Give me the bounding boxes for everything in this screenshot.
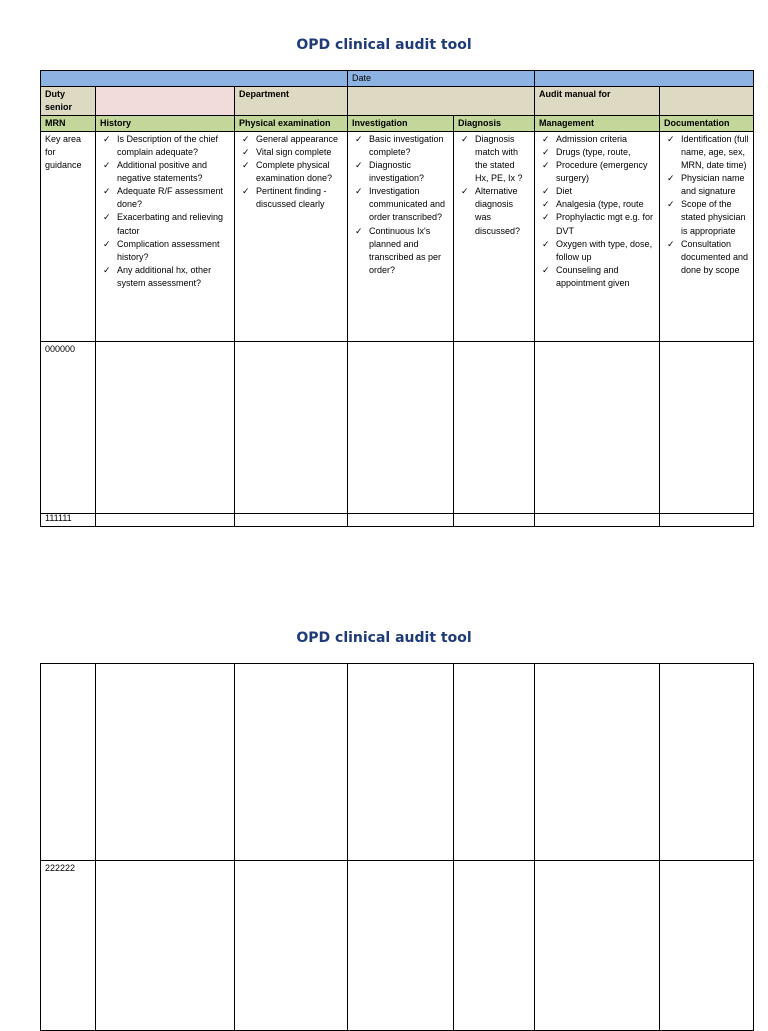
audit-table — [40, 70, 754, 527]
checklist-item: ✓ Any additional hx, other system assessment? — [100, 264, 230, 290]
table-row — [41, 514, 754, 527]
checklist-item: ✓ Procedure (emergency surgery) — [539, 159, 655, 185]
mrn-cell: 111111 — [41, 514, 96, 527]
duty-senior-label: Duty senior — [41, 87, 96, 116]
management-cell[interactable] — [535, 664, 660, 861]
checklist-item: ✓ Is Description of the chief complain adequate? — [100, 133, 230, 159]
checklist-item: ✓ Basic investigation complete? — [352, 133, 449, 159]
duty-senior-field[interactable] — [96, 87, 235, 116]
checklist-item: ✓ General appearance — [239, 133, 343, 146]
documentation-cell[interactable] — [660, 664, 754, 861]
checklist-item: ✓ Drugs (type, route, — [539, 146, 655, 159]
checklist-item: ✓ Additional positive and negative statements? — [100, 159, 230, 185]
column-header-mrn: MRN — [41, 116, 96, 132]
physical-examination-cell[interactable] — [235, 514, 348, 527]
physical-examination-cell[interactable] — [235, 342, 348, 514]
checklist-item: ✓ Analgesia (type, route — [539, 198, 655, 211]
checklist-item: ✓ Complete physical examination done? — [239, 159, 343, 185]
column-header-history: History — [96, 116, 235, 132]
date-label: Date — [348, 71, 535, 87]
guidance-management — [535, 132, 660, 342]
diagnosis-cell[interactable] — [454, 664, 535, 861]
header-blank — [41, 71, 348, 87]
checklist-item: ✓ Continuous Ix's planned and transcribed as per order? — [352, 225, 449, 277]
checklist-item: ✓ Scope of the stated physician is appropriate — [664, 198, 749, 237]
table-row — [41, 342, 754, 514]
page-title-2: OPD clinical audit tool — [296, 630, 472, 646]
table-row — [41, 861, 754, 1031]
checklist-item: ✓ Consultation documented and done by scope — [664, 238, 749, 277]
management-cell[interactable] — [535, 861, 660, 1031]
mrn-cell — [41, 664, 96, 861]
guidance-documentation — [660, 132, 754, 342]
table-row — [41, 664, 754, 861]
management-cell[interactable] — [535, 514, 660, 527]
checklist-item: ✓ Pertinent finding - discussed clearly — [239, 185, 343, 211]
checklist-item: ✓ Identification (full name, age, sex, MRN, date time) — [664, 133, 749, 172]
checklist-item: ✓ Diagnostic investigation? — [352, 159, 449, 185]
investigation-cell[interactable] — [348, 514, 454, 527]
history-cell[interactable] — [96, 664, 235, 861]
management-cell[interactable] — [535, 342, 660, 514]
mrn-cell: 222222 — [41, 861, 96, 1031]
audit-table-2 — [40, 663, 754, 1031]
history-cell[interactable] — [96, 861, 235, 1031]
documentation-cell[interactable] — [660, 514, 754, 527]
column-header-management: Management — [535, 116, 660, 132]
column-header-diagnosis: Diagnosis — [454, 116, 535, 132]
audit-manual-field[interactable] — [660, 87, 754, 116]
guidance-row — [41, 132, 754, 342]
history-cell[interactable] — [96, 514, 235, 527]
diagnosis-cell[interactable] — [454, 514, 535, 527]
column-header-physical-examination: Physical examination — [235, 116, 348, 132]
physical-examination-cell[interactable] — [235, 861, 348, 1031]
physical-examination-cell[interactable] — [235, 664, 348, 861]
checklist-item: ✓ Vital sign complete — [239, 146, 343, 159]
checklist-item: ✓ Oxygen with type, dose, follow up — [539, 238, 655, 264]
department-field[interactable] — [348, 87, 535, 116]
department-label: Department — [235, 87, 348, 116]
documentation-cell[interactable] — [660, 342, 754, 514]
diagnosis-cell[interactable] — [454, 342, 535, 514]
history-cell[interactable] — [96, 342, 235, 514]
checklist-item: ✓ Prophylactic mgt e.g. for DVT — [539, 211, 655, 237]
checklist-item: ✓ Diet — [539, 185, 655, 198]
checklist-item: ✓ Complication assessment history? — [100, 238, 230, 264]
guidance-physical-examination — [235, 132, 348, 342]
investigation-cell[interactable] — [348, 861, 454, 1031]
guidance-investigation — [348, 132, 454, 342]
mrn-cell: 000000 — [41, 342, 96, 514]
checklist-item: ✓ Adequate R/F assessment done? — [100, 185, 230, 211]
checklist-item: ✓ Exacerbating and relieving factor — [100, 211, 230, 237]
documentation-cell[interactable] — [660, 861, 754, 1031]
page-title: OPD clinical audit tool — [296, 37, 472, 53]
audit-manual-label: Audit manual for — [535, 87, 660, 116]
checklist-item: ✓ Counseling and appointment given — [539, 264, 655, 290]
guidance-label: Key area for guidance — [41, 132, 96, 342]
checklist-item: ✓ Alternative diagnosis was discussed? — [458, 185, 530, 237]
guidance-diagnosis — [454, 132, 535, 342]
column-header-investigation: Investigation — [348, 116, 454, 132]
column-header-documentation: Documentation — [660, 116, 754, 132]
diagnosis-cell[interactable] — [454, 861, 535, 1031]
guidance-history — [96, 132, 235, 342]
header-blank-right — [535, 71, 754, 87]
checklist-item: ✓ Admission criteria — [539, 133, 655, 146]
investigation-cell[interactable] — [348, 342, 454, 514]
checklist-item: ✓ Investigation communicated and order transcribed? — [352, 185, 449, 224]
checklist-item: ✓ Diagnosis match with the stated Hx, PE, Ix ? — [458, 133, 530, 185]
checklist-item: ✓ Physician name and signature — [664, 172, 749, 198]
investigation-cell[interactable] — [348, 664, 454, 861]
